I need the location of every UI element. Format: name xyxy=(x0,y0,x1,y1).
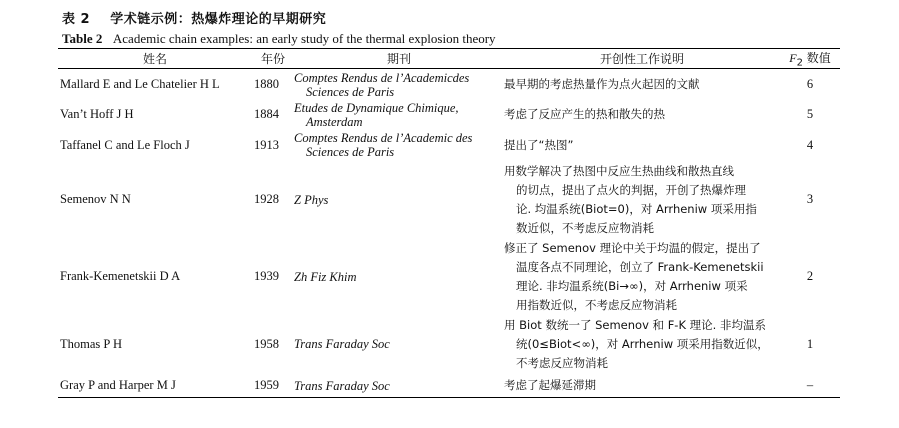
table-caption-en xyxy=(62,31,496,47)
description-cell xyxy=(504,130,780,161)
header-year: 年份 xyxy=(260,52,285,67)
description-line: 用数学解决了热图中反应生热曲线和散热直线 xyxy=(504,163,734,178)
journal-cell xyxy=(294,315,504,374)
description-line: 用 Biot 数统一了 Semenov 和 F-K 理论. 非均温系 xyxy=(504,317,766,332)
table-title-cn: 学术链示例：热爆炸理论的早期研究 xyxy=(110,12,327,27)
description-line: 考虑了反应产生的热和散失的热 xyxy=(504,107,665,122)
author-cell: Thomas P H xyxy=(60,336,123,351)
table-label-en: Table 2 xyxy=(62,31,103,46)
description-line: 考虑了起爆延滞期 xyxy=(504,378,596,393)
year-cell: 1959 xyxy=(254,378,279,393)
description-cell xyxy=(504,100,780,130)
table-row xyxy=(58,100,840,130)
journal-cell xyxy=(294,130,504,161)
description-line: 修正了 Semenov 理论中关于均温的假定，提出了 xyxy=(504,240,761,255)
journal-line: Etudes de Dynamique Chimique, xyxy=(294,100,459,115)
journal-cell xyxy=(294,100,504,130)
table-title-en: Academic chain examples: an early study of the thermal explosion theory xyxy=(112,31,496,46)
description-line: 最早期的考虑热量作为点火起因的文献 xyxy=(504,77,700,92)
f2-subscript: 2 xyxy=(796,57,803,69)
journal-line: Trans Faraday Soc xyxy=(294,378,390,393)
journal-line: Comptes Rendus de l’Academic des xyxy=(294,131,473,146)
description-line: 用指数近似，不考虑反应物消耗 xyxy=(516,297,677,312)
f2-suffix: 数值 xyxy=(802,51,831,65)
header-name: 姓名 xyxy=(142,52,167,67)
description-line: 的切点，提出了点火的判据，开创了热爆炸理 xyxy=(516,182,746,197)
journal-line: Amsterdam xyxy=(306,114,363,129)
f2-value-cell: 1 xyxy=(806,336,814,351)
year-cell: 1913 xyxy=(254,137,279,152)
year-cell: 1884 xyxy=(254,107,279,122)
description-line: 论. 均温系统(Biot=0)，对 Arrheniw 项采用指 xyxy=(516,201,757,216)
header-row xyxy=(58,49,840,69)
f2-value-cell: 4 xyxy=(806,137,814,152)
f2-value-cell: 5 xyxy=(806,107,814,122)
header-desc: 开创性工作说明 xyxy=(599,52,684,67)
journal-cell xyxy=(294,374,504,398)
description-cell xyxy=(504,315,780,374)
year-cell: 1939 xyxy=(254,269,279,284)
table-label-cn: 表 2 xyxy=(62,12,91,27)
f2-value-cell: – xyxy=(806,378,814,393)
table-row xyxy=(58,130,840,161)
author-cell: Van’t Hoff J H xyxy=(60,107,134,122)
table-row xyxy=(58,315,840,374)
journal-cell xyxy=(294,239,504,315)
year-cell: 1928 xyxy=(254,192,279,207)
author-cell: Gray P and Harper M J xyxy=(60,378,176,393)
year-cell: 1958 xyxy=(254,336,279,351)
academic-chain-table xyxy=(58,48,840,398)
header-f2 xyxy=(780,49,840,69)
journal-line: Zh Fiz Khim xyxy=(294,269,357,284)
description-line: 不考虑反应物消耗 xyxy=(516,355,608,370)
author-cell: Taffanel C and Le Floch J xyxy=(60,137,190,152)
description-cell xyxy=(504,161,780,239)
description-line: 温度各点不同理论，创立了 Frank-Kemenetskii xyxy=(516,259,764,274)
description-cell xyxy=(504,374,780,398)
journal-line: Comptes Rendus de l’Academicdes xyxy=(294,70,470,85)
description-line: 提出了“热图” xyxy=(504,137,574,152)
author-cell: Semenov N N xyxy=(60,192,131,207)
table-body xyxy=(58,69,840,398)
description-line: 数近似，不考虑反应物消耗 xyxy=(516,220,654,235)
f2-value-cell: 6 xyxy=(806,77,814,92)
table-row xyxy=(58,161,840,239)
journal-cell xyxy=(294,69,504,100)
journal-line: Trans Faraday Soc xyxy=(294,337,390,352)
journal-cell xyxy=(294,161,504,239)
description-cell xyxy=(504,239,780,315)
f2-value-cell: 2 xyxy=(806,269,814,284)
description-line: 统(0≤Biot<∞)，对 Arrheniw 项采用指数近似， xyxy=(516,336,769,351)
journal-line: Sciences de Paris xyxy=(306,84,395,99)
table-row xyxy=(58,69,840,100)
author-cell: Frank-Kemenetskii D A xyxy=(60,269,181,284)
author-cell: Mallard E and Le Chatelier H L xyxy=(60,77,220,92)
journal-line: Z Phys xyxy=(294,192,329,207)
table-row xyxy=(58,239,840,315)
table-caption-cn xyxy=(62,8,326,27)
header-journal: 期刊 xyxy=(386,52,411,67)
table-row xyxy=(58,374,840,398)
description-cell xyxy=(504,69,780,100)
f2-value-cell: 3 xyxy=(806,192,814,207)
f2-symbol: F xyxy=(789,51,797,65)
year-cell: 1880 xyxy=(254,77,279,92)
description-line: 理论. 非均温系统(Bi→∞)，对 Arrheniw 项采 xyxy=(516,278,748,293)
journal-line: Sciences de Paris xyxy=(306,145,395,160)
table-header xyxy=(58,49,840,69)
